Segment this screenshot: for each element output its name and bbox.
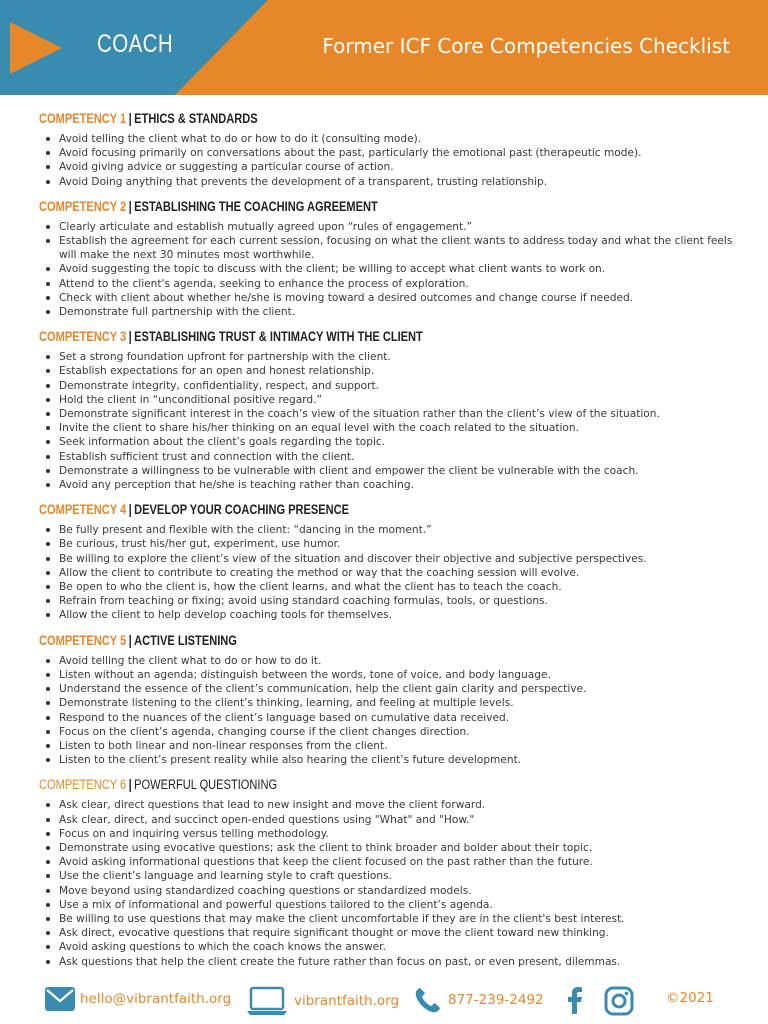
list-item: Avoid asking informational questions that keep the client focused on the past rather than the future. [59, 855, 739, 869]
list-item: Seek information about the client’s goals regarding the topic. [59, 435, 739, 449]
instagram-icon [604, 986, 634, 1016]
list-item: Use a mix of informational and powerful questions tailored to the client’s agenda. [59, 898, 739, 912]
list-item: Refrain from teaching or fixing; avoid using standard coaching formulas, tools, or questions. [59, 594, 739, 608]
list-item: Allow the client to contribute to creating the method or way that the coaching session will evolve. [59, 566, 739, 580]
list-item: Establish sufficient trust and connection with the client. [59, 450, 739, 464]
list-item: Establish the agreement for each current session, focusing on what the client wants to address today and what the client feels will make the next 30 minutes most worthwhile. [59, 234, 739, 262]
header-banner [0, 0, 768, 95]
list-item: Ask questions that help the client create the future rather than focus on past, or even present, dilemmas. [59, 955, 739, 969]
competency-number: COMPETENCY 2 [39, 198, 127, 214]
competency-items [39, 350, 739, 492]
list-item: Be willing to use questions that may make the client uncomfortable if they are in the client's best interest. [59, 912, 739, 926]
competency-name: POWERFUL QUESTIONING [134, 777, 278, 793]
list-item: Clearly articulate and establish mutually agreed upon “rules of engagement.” [59, 220, 739, 234]
list-item: Demonstrate full partnership with the client. [59, 305, 739, 319]
phone-icon [414, 986, 442, 1014]
competency-heading [39, 328, 736, 346]
list-item: Avoid Doing anything that prevents the development of a transparent, trusting relationship. [59, 175, 739, 189]
facebook-icon [566, 986, 584, 1014]
phone-link[interactable] [414, 986, 544, 1014]
list-item: Demonstrate listening to the client’s thinking, learning, and feeling at multiple levels. [59, 696, 739, 710]
competency-heading [39, 776, 736, 794]
list-item: Ask clear, direct, and succinct open-ended questions using "What" and "How." [59, 813, 739, 827]
list-item: Focus on and inquiring versus telling methodology. [59, 827, 739, 841]
list-item: Attend to the client's agenda, seeking to enhance the process of exploration. [59, 277, 739, 291]
competency-number: COMPETENCY 6 [39, 777, 127, 793]
heading-separator: | [128, 329, 132, 345]
list-item: Ask direct, evocative questions that require significant thought or move the client toward new thinking. [59, 926, 739, 940]
competency-name: ETHICS & STANDARDS [134, 111, 258, 126]
list-item: Listen without an agenda; distinguish between the words, tone of voice, and body language. [59, 668, 739, 682]
list-item: Avoid giving advice or suggesting a particular course of action. [59, 160, 739, 174]
list-item: Allow the client to help develop coaching tools for themselves. [59, 608, 739, 622]
list-item: Demonstrate using evocative questions; ask the client to think broader and bolder about their topic. [59, 841, 739, 855]
competency-items [39, 132, 739, 189]
brand-label: COACH [97, 30, 174, 58]
list-item: Use the client’s language and learning style to craft questions. [59, 869, 739, 883]
list-item: Check with client about whether he/she is moving toward a desired outcomes and change course if needed. [59, 291, 739, 305]
competency-section-2 [39, 198, 739, 319]
competency-number: COMPETENCY 5 [39, 632, 127, 648]
heading-separator: | [128, 632, 132, 648]
list-item: Avoid asking questions to which the coach knows the answer. [59, 940, 739, 954]
competency-heading [39, 198, 736, 216]
list-item: Be fully present and flexible with the client: “dancing in the moment.” [59, 523, 739, 537]
competency-heading [39, 632, 736, 650]
list-item: Demonstrate a willingness to be vulnerable with client and empower the client be vulnerable with the coach. [59, 464, 739, 478]
list-item: Ask clear, direct questions that lead to new insight and move the client forward. [59, 798, 739, 812]
competency-heading [39, 110, 736, 128]
competency-section-1 [39, 110, 739, 189]
list-item: Listen to the client’s present reality while also hearing the client’s future development. [59, 753, 739, 767]
competency-number: COMPETENCY 3 [39, 329, 127, 345]
competency-heading [39, 501, 736, 519]
mail-icon [44, 986, 76, 1012]
list-item: Move beyond using standardized coaching questions or standardized models. [59, 884, 739, 898]
page-title: Former ICF Core Competencies Checklist [322, 34, 730, 58]
list-item: Focus on the client’s agenda, changing course if the client changes direction. [59, 725, 739, 739]
email-text: hello@vibrantfaith.org [80, 991, 232, 1007]
list-item: Demonstrate integrity, confidentiality, respect, and support. [59, 379, 739, 393]
competency-items [39, 798, 739, 968]
laptop-icon [246, 986, 288, 1016]
list-item: Establish expectations for an open and honest relationship. [59, 364, 739, 378]
competency-section-6 [39, 776, 739, 968]
competency-number: COMPETENCY 1 [39, 111, 127, 126]
list-item: Avoid focusing primarily on conversations about the past, particularly the emotional past (therapeutic mode). [59, 146, 739, 160]
competency-items [39, 220, 739, 319]
list-item: Understand the essence of the client’s communication, help the client gain clarity and perspective. [59, 682, 739, 696]
list-item: Be willing to explore the client’s view of the situation and discover their objective and subjective perspectives. [59, 552, 739, 566]
heading-separator: | [128, 777, 132, 793]
competency-name: DEVELOP YOUR COACHING PRESENCE [134, 502, 350, 518]
competency-name: ESTABLISHING TRUST & INTIMACY WITH THE CLIENT [134, 329, 423, 345]
competency-items [39, 523, 739, 622]
footer-contact-bar [0, 978, 768, 1018]
list-item: Listen to both linear and non-linear responses from the client. [59, 739, 739, 753]
list-item: Avoid telling the client what to do or how to do it (consulting mode). [59, 132, 739, 146]
heading-separator: | [128, 111, 132, 126]
competency-section-5 [39, 632, 739, 768]
list-item: Be curious, trust his/her gut, experiment, use humor. [59, 537, 739, 551]
website-link[interactable] [246, 986, 399, 1016]
instagram-link[interactable] [604, 986, 634, 1016]
email-link[interactable] [44, 986, 231, 1012]
list-item: Avoid any perception that he/she is teaching rather than coaching. [59, 478, 739, 492]
competency-items [39, 654, 739, 768]
list-item: Demonstrate significant interest in the coach’s view of the situation rather than the client’s view of the situation. [59, 407, 739, 421]
competency-name: ACTIVE LISTENING [134, 632, 237, 648]
copyright [666, 990, 714, 1006]
heading-separator: | [128, 502, 132, 518]
list-item: Hold the client in “unconditional positive regard.” [59, 393, 739, 407]
competency-section-3 [39, 328, 739, 492]
facebook-link[interactable] [566, 986, 584, 1014]
website-text: vibrantfaith.org [294, 993, 400, 1009]
list-item: Avoid telling the client what to do or how to do it. [59, 654, 739, 668]
list-item: Avoid suggesting the topic to discuss with the client; be willing to accept what client wants to work on. [59, 262, 739, 276]
checklist-content [39, 110, 739, 978]
competency-name: ESTABLISHING THE COACHING AGREEMENT [134, 198, 378, 214]
list-item: Invite the client to share his/her thinking on an equal level with the coach related to the situation. [59, 421, 739, 435]
copyright-text: ©2021 [666, 990, 714, 1006]
competency-number: COMPETENCY 4 [39, 502, 127, 518]
list-item: Set a strong foundation upfront for partnership with the client. [59, 350, 739, 364]
heading-separator: | [128, 198, 132, 214]
competency-section-4 [39, 501, 739, 622]
list-item: Respond to the nuances of the client’s language based on cumulative data received. [59, 711, 739, 725]
list-item: Be open to who the client is, how the client learns, and what the client has to teach the coach. [59, 580, 739, 594]
phone-text: 877-239-2492 [448, 992, 544, 1008]
